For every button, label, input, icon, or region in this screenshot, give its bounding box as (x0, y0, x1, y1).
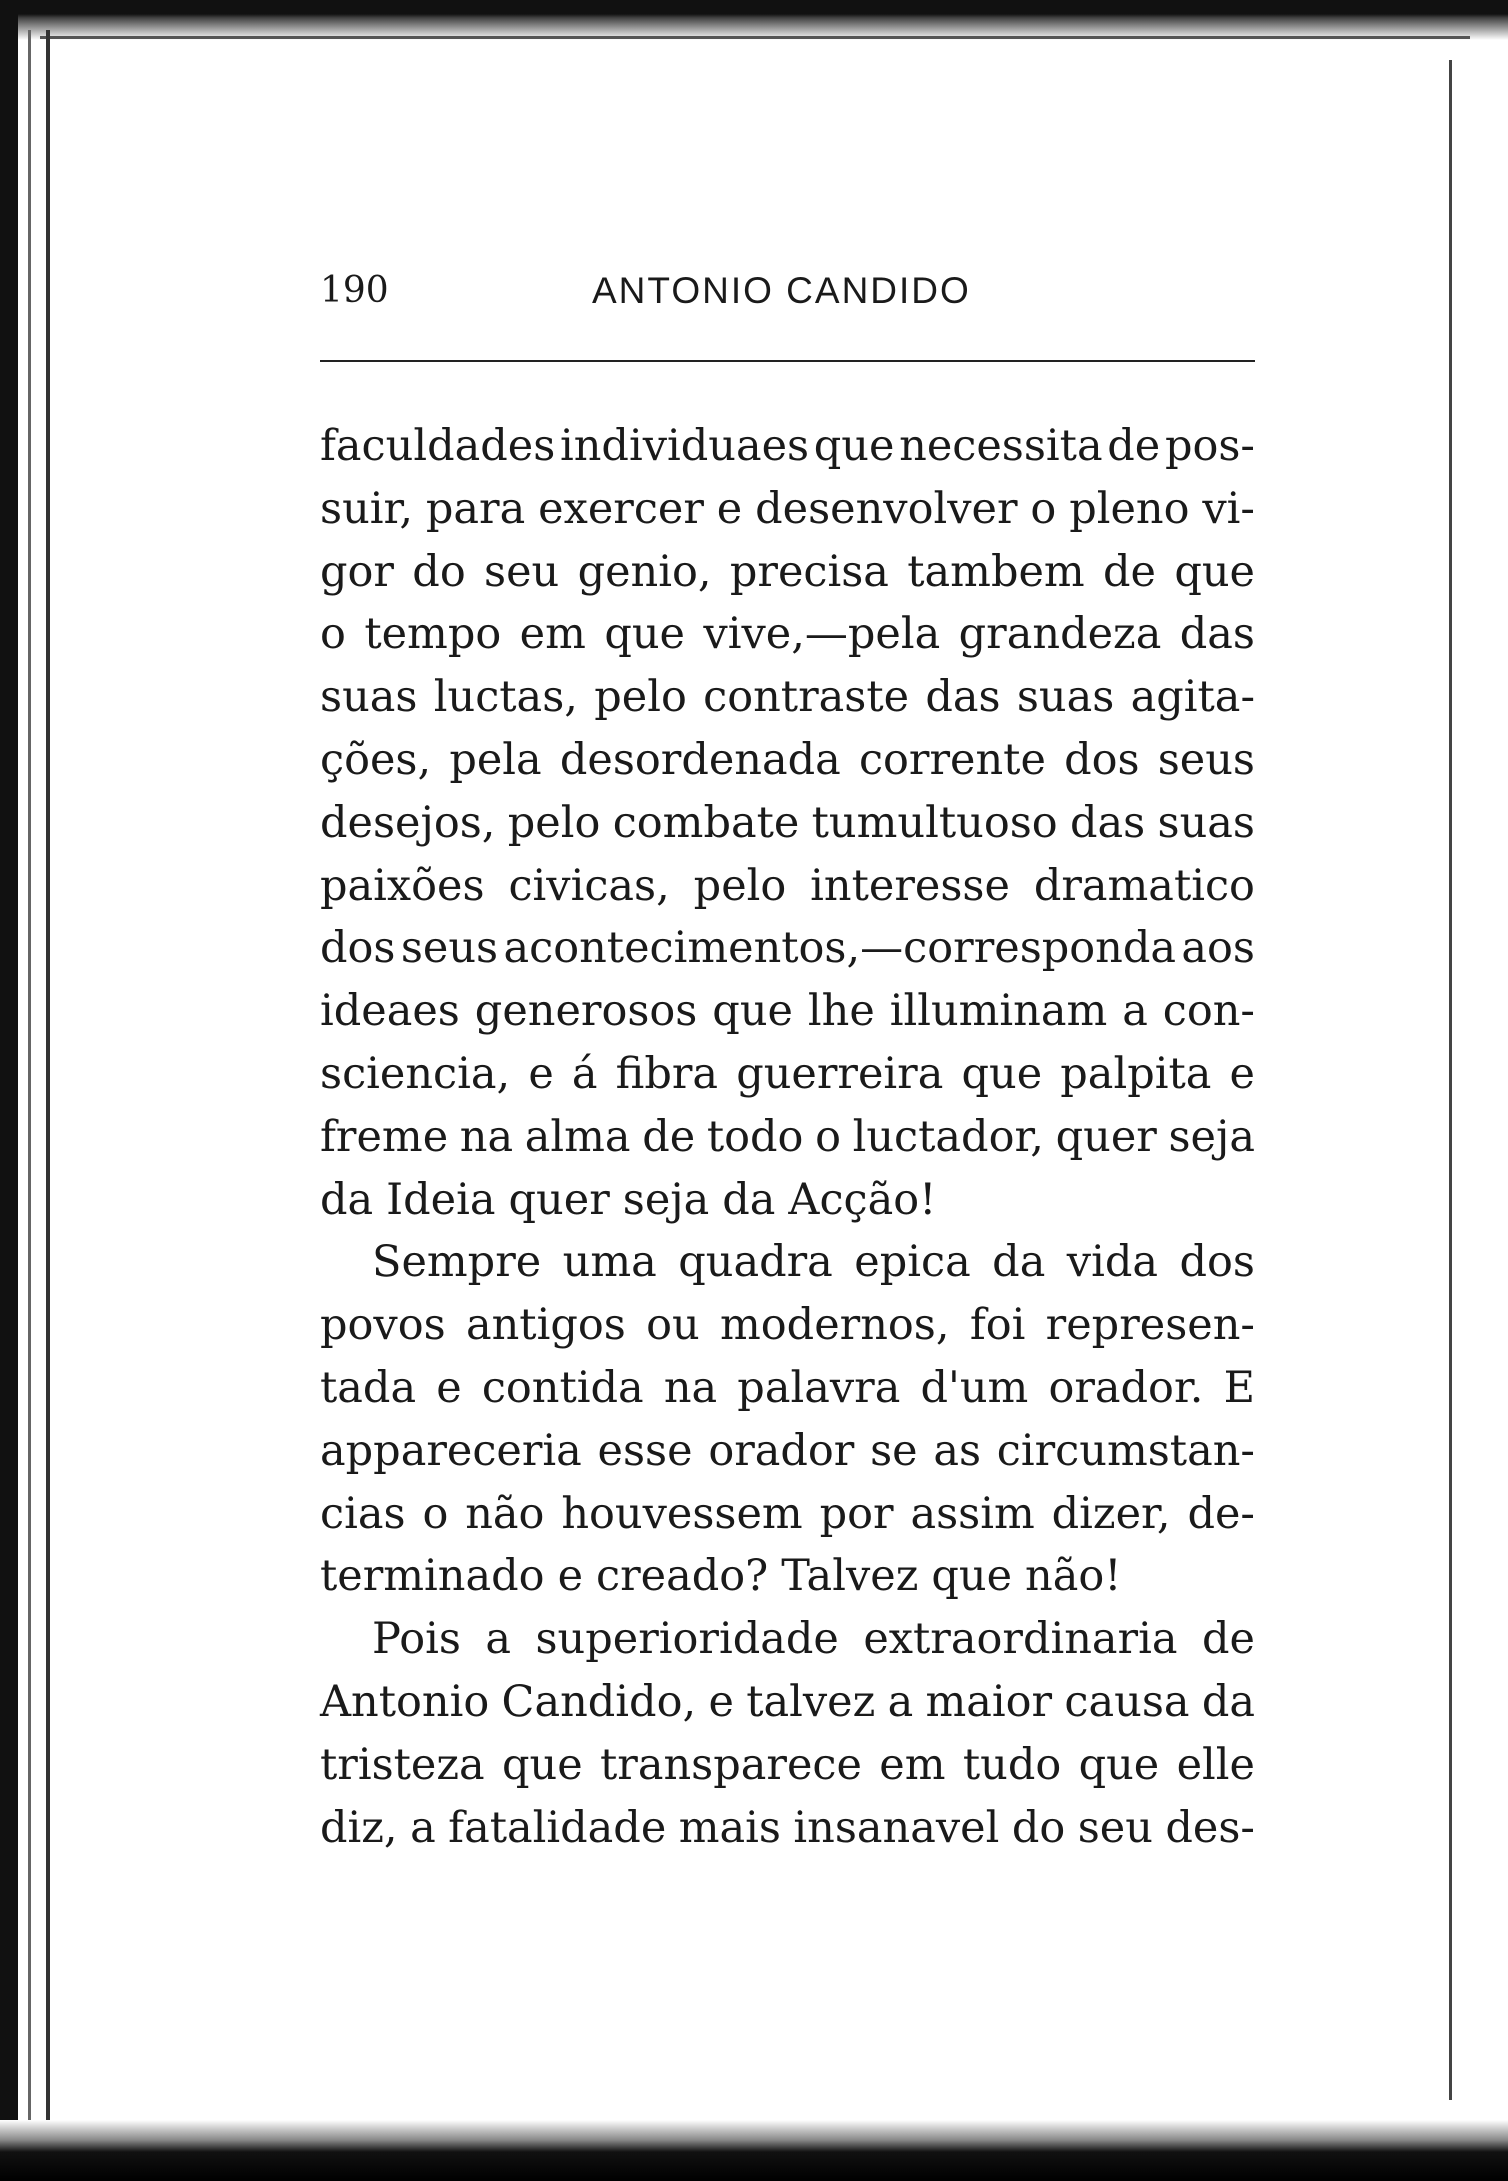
word: da (1201, 1676, 1255, 1727)
word: interesse (810, 860, 1010, 911)
word: Candido, (501, 1676, 697, 1727)
text-line (320, 1106, 1255, 1169)
word: de- (1187, 1488, 1255, 1539)
scan-border-top (0, 0, 1508, 40)
word: exercer (538, 483, 704, 534)
word: contraste (703, 672, 910, 723)
word: faculdades (320, 421, 556, 471)
word: o (1030, 483, 1057, 534)
word: tempo (364, 609, 502, 660)
word: que (712, 986, 793, 1037)
word: lhe (807, 986, 875, 1037)
word: palpita (1060, 1048, 1212, 1099)
word: Ideia (386, 1174, 496, 1225)
word: generosos (474, 986, 698, 1037)
word: e (528, 1048, 554, 1099)
word: pelo (507, 797, 601, 848)
word: pelo (693, 860, 787, 911)
word: seu (1077, 1802, 1153, 1853)
book-page (320, 260, 1255, 1853)
text-line (320, 603, 1255, 666)
header-rule (320, 360, 1255, 362)
word: do (1011, 1802, 1066, 1853)
text-line (320, 1483, 1255, 1546)
word: maior (925, 1676, 1053, 1727)
word: em (519, 609, 586, 660)
word: fatalidade (448, 1802, 667, 1853)
word: que (1174, 546, 1255, 597)
word: genio, (577, 546, 712, 597)
word: de (1103, 546, 1156, 597)
word: sciencia, (320, 1048, 511, 1099)
word: assim (910, 1488, 1035, 1539)
text-line (320, 729, 1255, 792)
word: gor (320, 546, 394, 597)
body-text (320, 415, 1255, 1859)
word: a (485, 1614, 512, 1665)
word: cias (320, 1488, 406, 1539)
text-line (320, 1734, 1255, 1797)
scan-border-left-line (28, 30, 31, 2150)
word: alma (524, 1111, 631, 1162)
word: se (870, 1425, 918, 1476)
word: as (933, 1425, 982, 1476)
word: o (815, 1111, 841, 1162)
word: o (422, 1488, 449, 1539)
word: tada (320, 1362, 417, 1413)
word: fibra (615, 1048, 719, 1099)
word: dos (1064, 734, 1140, 785)
text-line (320, 1043, 1255, 1106)
scan-border-bottom (0, 2120, 1508, 2181)
text-line (320, 1357, 1255, 1420)
word: na (663, 1362, 718, 1413)
running-head (320, 260, 1255, 320)
scan-border-right-line (1449, 60, 1452, 2100)
word: mais (678, 1802, 781, 1853)
word: suas (1157, 797, 1255, 848)
word: que (1078, 1739, 1160, 1790)
word: antigos (465, 1300, 626, 1351)
word: não! (1025, 1551, 1122, 1602)
word: vida (1066, 1237, 1159, 1288)
word: insanavel (793, 1802, 1000, 1853)
word: seja (1168, 1111, 1255, 1162)
word: transparece (600, 1739, 862, 1790)
word: tristeza (320, 1739, 485, 1790)
word: superioridade (535, 1614, 839, 1665)
text-line (320, 1608, 1255, 1671)
word: suas (320, 672, 418, 723)
word: tumultuoso (811, 797, 1058, 848)
word: creado? (596, 1551, 769, 1602)
word: aos (1181, 923, 1255, 974)
word: E (1223, 1362, 1255, 1413)
word: ções, (320, 734, 432, 785)
word: que (604, 609, 685, 660)
word: suir, (320, 483, 414, 534)
word: appareceria (320, 1425, 582, 1476)
running-title: ANTONIO CANDIDO (592, 270, 971, 311)
word: palavra (737, 1362, 901, 1413)
word: freme (320, 1111, 449, 1162)
word: desordenada (559, 734, 841, 785)
word: seus (1157, 734, 1255, 785)
word: dos (320, 923, 396, 974)
word: modernos, (720, 1300, 950, 1351)
word: paixões (320, 860, 485, 911)
word: quer (1055, 1111, 1157, 1162)
word: combate (612, 797, 800, 848)
page-number: 190 (320, 270, 389, 311)
word: precisa (729, 546, 889, 597)
word: desejos, (320, 797, 496, 848)
word: corrente (858, 734, 1046, 785)
word: d'um (920, 1362, 1029, 1413)
word: pleno (1069, 483, 1190, 534)
text-line (320, 1797, 1255, 1860)
word: da (722, 1174, 776, 1225)
word: causa (1064, 1676, 1190, 1727)
word: que (502, 1739, 583, 1790)
word: pelo (594, 672, 687, 723)
word: o (320, 609, 346, 660)
word: terminado (320, 1551, 545, 1602)
word: contida (481, 1362, 644, 1413)
text-line (320, 1671, 1255, 1734)
word: da (992, 1237, 1046, 1288)
word: Acção! (788, 1174, 937, 1225)
word: não (465, 1488, 545, 1539)
word: da (320, 1174, 374, 1225)
word: e (557, 1551, 584, 1602)
word: de (1107, 421, 1161, 471)
word: orador (708, 1425, 855, 1476)
word: seja (622, 1174, 710, 1225)
text-line (320, 1231, 1255, 1294)
word: houvessem (561, 1488, 803, 1539)
word: acontecimentos,—corresponda (503, 923, 1177, 974)
text-line (320, 541, 1255, 604)
word: a (887, 1676, 914, 1727)
word: desenvolver (755, 483, 1018, 534)
word: vive,—pela (703, 609, 941, 660)
text-line (320, 792, 1255, 855)
word: uma (562, 1237, 657, 1288)
text-line (320, 478, 1255, 541)
word: suas (1016, 672, 1115, 723)
word: seu (484, 546, 560, 597)
word: que (813, 421, 895, 471)
word: tambem (907, 546, 1085, 597)
word: povos (320, 1300, 446, 1351)
word: epica (854, 1237, 971, 1288)
word: necessita (899, 421, 1103, 471)
word: dramatico (1033, 860, 1255, 911)
scan-border-left (0, 0, 18, 2181)
word: a (1122, 986, 1148, 1037)
text-line (320, 1420, 1255, 1483)
word: represen- (1045, 1300, 1255, 1351)
word: ou (646, 1300, 700, 1351)
scan-border-left-line (46, 30, 50, 2150)
word: na (459, 1111, 514, 1162)
word: de (1201, 1614, 1255, 1665)
word: pos- (1164, 421, 1255, 471)
word: luctador, (852, 1111, 1044, 1162)
word: vi- (1202, 483, 1255, 534)
text-line (320, 1169, 1255, 1232)
word: diz, (320, 1802, 398, 1853)
word: quer (508, 1174, 610, 1225)
text-line (320, 666, 1255, 729)
word: talvez (746, 1676, 876, 1727)
word: ideaes (320, 986, 460, 1037)
word: Talvez (781, 1551, 919, 1602)
word: pela (449, 734, 542, 785)
word: em (879, 1739, 946, 1790)
word: luctas, (433, 672, 578, 723)
word: orador. (1048, 1362, 1204, 1413)
word: todo (706, 1111, 804, 1162)
word: des- (1165, 1802, 1255, 1853)
word: tudo (962, 1739, 1062, 1790)
word: foi (969, 1300, 1026, 1351)
word: das (925, 672, 1001, 723)
word: circumstan- (996, 1425, 1255, 1476)
word: que (931, 1551, 1013, 1602)
word: de (642, 1111, 696, 1162)
word: e (1229, 1048, 1255, 1099)
word: illuminam (889, 986, 1108, 1037)
word: a (410, 1802, 436, 1853)
word: Antonio (320, 1676, 490, 1727)
word: para (425, 483, 526, 534)
word: individuaes (559, 421, 810, 471)
text-line (320, 415, 1255, 478)
word: agita- (1130, 672, 1255, 723)
text-line (320, 855, 1255, 918)
word: seus (400, 923, 499, 974)
scan-border-top-line (40, 36, 1470, 39)
word: Pois (372, 1614, 461, 1665)
text-line (320, 917, 1255, 980)
text-line (320, 1294, 1255, 1357)
word: que (961, 1048, 1043, 1099)
word: e (716, 483, 743, 534)
word: elle (1176, 1739, 1255, 1790)
word: por (819, 1488, 894, 1539)
word: á (571, 1048, 598, 1099)
word: das (1179, 609, 1255, 660)
word: quadra (678, 1237, 833, 1288)
word: e (436, 1362, 462, 1413)
word: dizer, (1051, 1488, 1171, 1539)
word: dos (1179, 1237, 1255, 1288)
word: civicas, (508, 860, 670, 911)
word: con- (1162, 986, 1255, 1037)
text-line (320, 1545, 1255, 1608)
word: extraordinaria (863, 1614, 1178, 1665)
word: guerreira (736, 1048, 944, 1099)
word: grandeza (958, 609, 1162, 660)
word: esse (597, 1425, 693, 1476)
text-line (320, 980, 1255, 1043)
word: e (708, 1676, 734, 1727)
word: das (1069, 797, 1146, 848)
word: do (412, 546, 466, 597)
word: Sempre (372, 1237, 542, 1288)
